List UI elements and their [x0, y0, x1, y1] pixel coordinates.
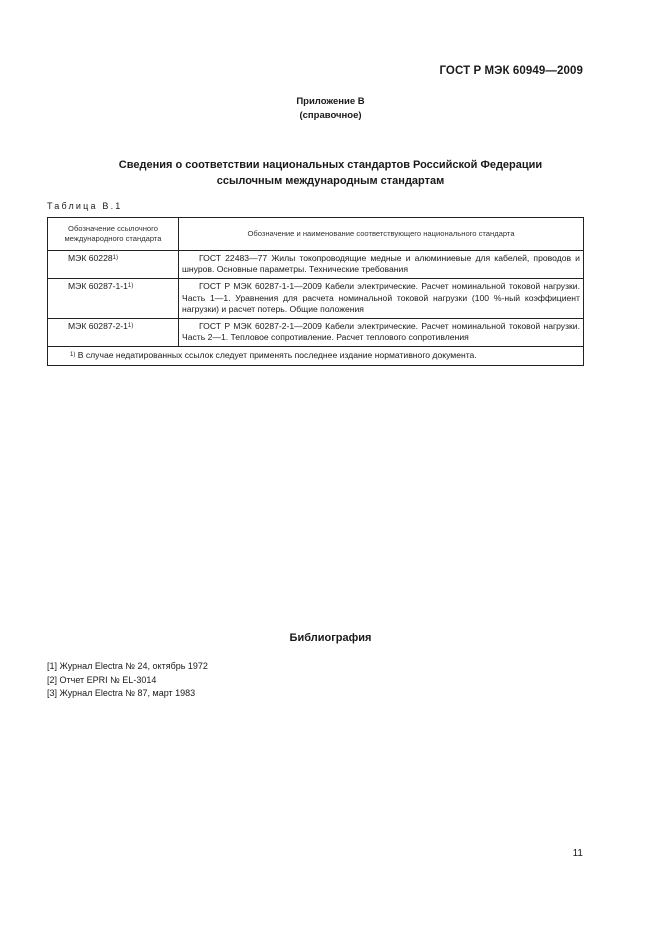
- column-header-national: Обозначение и наименование соответствующего национального стандарта: [179, 218, 584, 251]
- column-header-intl: [48, 218, 179, 251]
- table-row: [48, 319, 584, 347]
- footnote-text: В случае недатированных ссылок следует применять последнее издание нормативного документа.: [77, 350, 477, 361]
- section-heading: [0, 157, 661, 189]
- footnote-marker: 1): [70, 352, 76, 359]
- appendix-subtitle: (справочное): [299, 110, 362, 121]
- section-heading-line-1: Сведения о соответствии национальных стандартов Российской Федерации: [118, 159, 543, 171]
- bibliography-title: Библиография: [289, 632, 372, 644]
- table-footnote: [48, 347, 584, 365]
- intl-standard-code: МЭК 60287-2-1: [68, 321, 128, 332]
- column-header-intl-line-2: международного стандарта: [64, 234, 162, 243]
- intl-standard-cell: [48, 279, 179, 319]
- intl-standard-cell: [48, 251, 179, 279]
- intl-standard-code: МЭК 60228: [68, 253, 113, 263]
- footnote-marker: 1): [127, 283, 134, 290]
- bibliography-item: [1] Журнал Electra № 24, октябрь 1972: [47, 661, 208, 671]
- table-footnote-row: [48, 347, 584, 365]
- bibliography-list: [47, 660, 208, 701]
- intl-standard-cell: [48, 319, 179, 347]
- page-number: 11: [572, 848, 583, 859]
- intl-standard-code: МЭК 60287-1-1: [68, 281, 128, 292]
- national-standard-text: ГОСТ Р МЭК 60287-1-1—2009 Кабели электрические. Расчет номинальной токовой нагрузки. Часть 1—1. Уравнения для расчета номинальной токовой нагрузки (100 %-ный коэффициент нагрузки) и расчет потерь. Общие положения: [182, 281, 580, 314]
- appendix-block: [0, 95, 661, 123]
- correspondence-table: [47, 217, 584, 366]
- national-standard-text: ГОСТ 22483—77 Жилы токопроводящие медные и алюминиевые для кабелей, проводов и шнуров. Основные параметры. Технические требования: [182, 253, 580, 275]
- national-standard-cell: [179, 279, 584, 319]
- appendix-title: Приложение В: [296, 96, 365, 107]
- bibliography-item: [3] Журнал Electra № 87, март 1983: [47, 688, 196, 698]
- table-row: [48, 279, 584, 319]
- section-heading-line-2: ссылочным международным стандартам: [216, 175, 445, 187]
- footnote-marker: 1): [112, 255, 118, 261]
- national-standard-cell: [179, 251, 584, 279]
- footnote-marker: 1): [127, 323, 134, 330]
- bibliography-item: [2] Отчет EPRI № EL-3014: [47, 674, 157, 685]
- table-label: Таблица В.1: [47, 201, 123, 211]
- column-header-intl-line-1: Обозначение ссылочного: [68, 224, 158, 233]
- national-standard-text: ГОСТ Р МЭК 60287-2-1—2009 Кабели электрические. Расчет номинальной токовой нагрузки. Часть 2—1. Тепловое сопротивление. Расчет теплового сопротивления: [182, 321, 580, 343]
- document-code: ГОСТ Р МЭК 60949—2009: [439, 65, 583, 77]
- national-standard-cell: [179, 319, 584, 347]
- table-row: [48, 251, 584, 279]
- table-header-row: [48, 218, 584, 251]
